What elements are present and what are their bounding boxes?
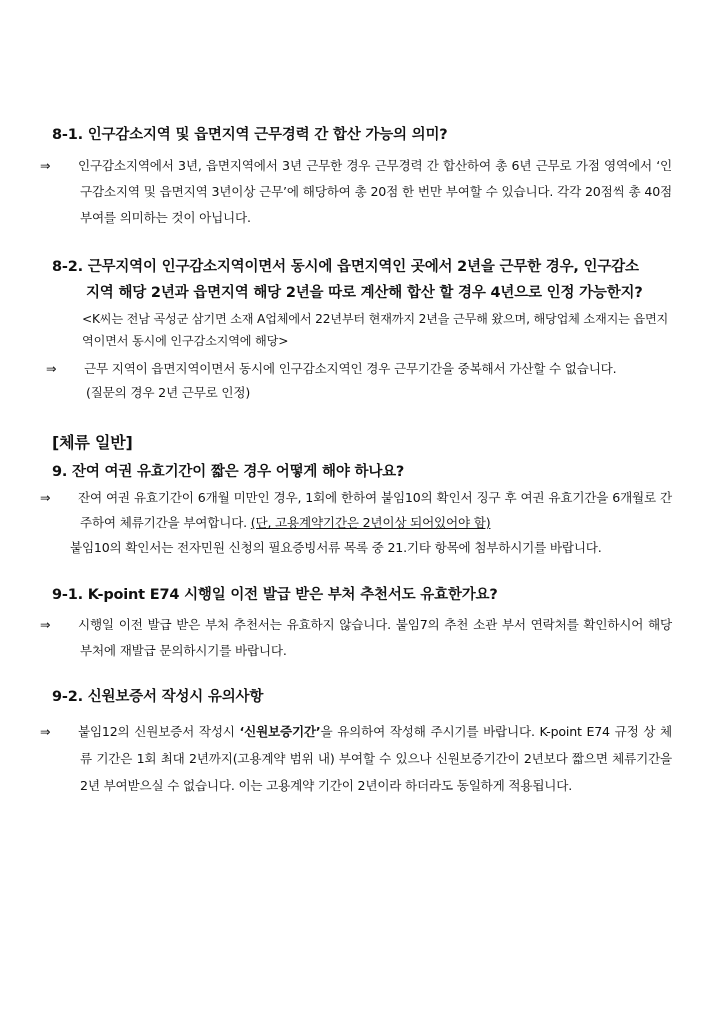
section-heading: [체류 일반] xyxy=(52,433,133,452)
faq-9-1 xyxy=(40,584,672,664)
answer-8-2-extra: (질문의 경우 2년 근무로 인정) xyxy=(86,385,251,400)
answer-9-underline: (단, 고용계약기간은 2년이상 되어있어야 함) xyxy=(250,515,491,530)
answer-9-text: 잔여 여권 유효기간이 6개월 미만인 경우, 1회에 한하여 붙임10의 확인서 징구 후 여권 유효기간을 6개월로 간주하여 체류기간을 부여합니다. xyxy=(78,490,672,530)
arrow-icon: ⇒ xyxy=(40,617,51,632)
answer-9-2 xyxy=(40,718,672,799)
faq-8-2 xyxy=(46,256,672,406)
arrow-icon: ⇒ xyxy=(40,158,51,173)
answer-9 xyxy=(40,485,672,535)
question-8-1-title: 8-1. 인구감소지역 및 읍면지역 근무경력 간 합산 가능의 의미? xyxy=(52,127,448,143)
answer-9-2-bold: ‘신원보증기간’ xyxy=(239,724,321,739)
answer-9-1 xyxy=(40,612,672,664)
answer-9-2-pre: 붙임12의 신원보증서 작성시 xyxy=(78,724,240,739)
question-8-2-title-line1: 8-2. 근무지역이 인구감소지역이면서 동시에 읍면지역인 곳에서 2년을 근무한 경우, 인구감소 xyxy=(52,259,639,275)
answer-8-2 xyxy=(46,356,672,382)
answer-8-1 xyxy=(40,153,672,231)
question-8-2-note: <K씨는 전남 곡성군 삼기면 소재 A업체에서 22년부터 현재까지 2년을 근무해 왔으며, 해당업체 소재지는 읍면지역이면서 동시에 인구감소지역에 해당> xyxy=(82,312,669,348)
question-9-2-title: 9-2. 신원보증서 작성시 유의사항 xyxy=(52,689,264,705)
question-9-title: 9. 잔여 여권 유효기간이 짧은 경우 어떻게 해야 하나요? xyxy=(52,464,405,480)
faq-9-2 xyxy=(40,686,672,799)
faq-8-1 xyxy=(40,124,672,231)
answer-8-1-text: 인구감소지역에서 3년, 읍면지역에서 3년 근무한 경우 근무경력 간 합산하여 총 6년 근무로 가점 영역에서 ‘인구감소지역 및 읍면지역 3년이상 근무’에 해당하여 총 20점 한 번만 부여할 수 있습니다. 각각 20점씩 총 40점 부여를 의미하는 것이 아닙니다. xyxy=(78,158,672,225)
question-8-2-title-line2: 지역 해당 2년과 읍면지역 해당 2년을 따로 계산해 합산 할 경우 4년으로 인정 가능한지? xyxy=(86,285,643,301)
answer-9-extra: 붙임10의 확인서는 전자민원 신청의 필요증빙서류 목록 중 21.기타 항목에 첨부하시기를 바랍니다. xyxy=(70,540,602,555)
question-9-1-title: 9-1. K-point E74 시행일 이전 발급 받은 부처 추천서도 유효한가요? xyxy=(52,587,498,603)
answer-9-1-text: 시행일 이전 발급 받은 부처 추천서는 유효하지 않습니다. 붙임7의 추천 소관 부서 연락처를 확인하시어 해당 부처에 재발급 문의하시기를 바랍니다. xyxy=(78,617,672,658)
faq-9 xyxy=(40,461,672,560)
arrow-icon: ⇒ xyxy=(40,724,51,739)
answer-8-2-text: 근무 지역이 읍면지역이면서 동시에 인구감소지역인 경우 근무기간을 중복해서 가산할 수 없습니다. xyxy=(84,361,617,376)
question-8-2-title xyxy=(52,256,672,304)
answer-9-2-post: 을 유의하여 작성해 주시기를 바랍니다. K-point E74 규정 상 체류 기간은 1회 최대 2년까지(고용계약 범위 내) 부여할 수 있으나 신원보증기간이 2년보다 짧으면 체류기간을 2년 부여받으실 수 없습니다. 이는 고용계약 기간이 2년이라 하더라도 동일하게 적용됩니다. xyxy=(80,724,672,793)
arrow-icon: ⇒ xyxy=(40,490,51,505)
arrow-icon: ⇒ xyxy=(46,361,57,376)
